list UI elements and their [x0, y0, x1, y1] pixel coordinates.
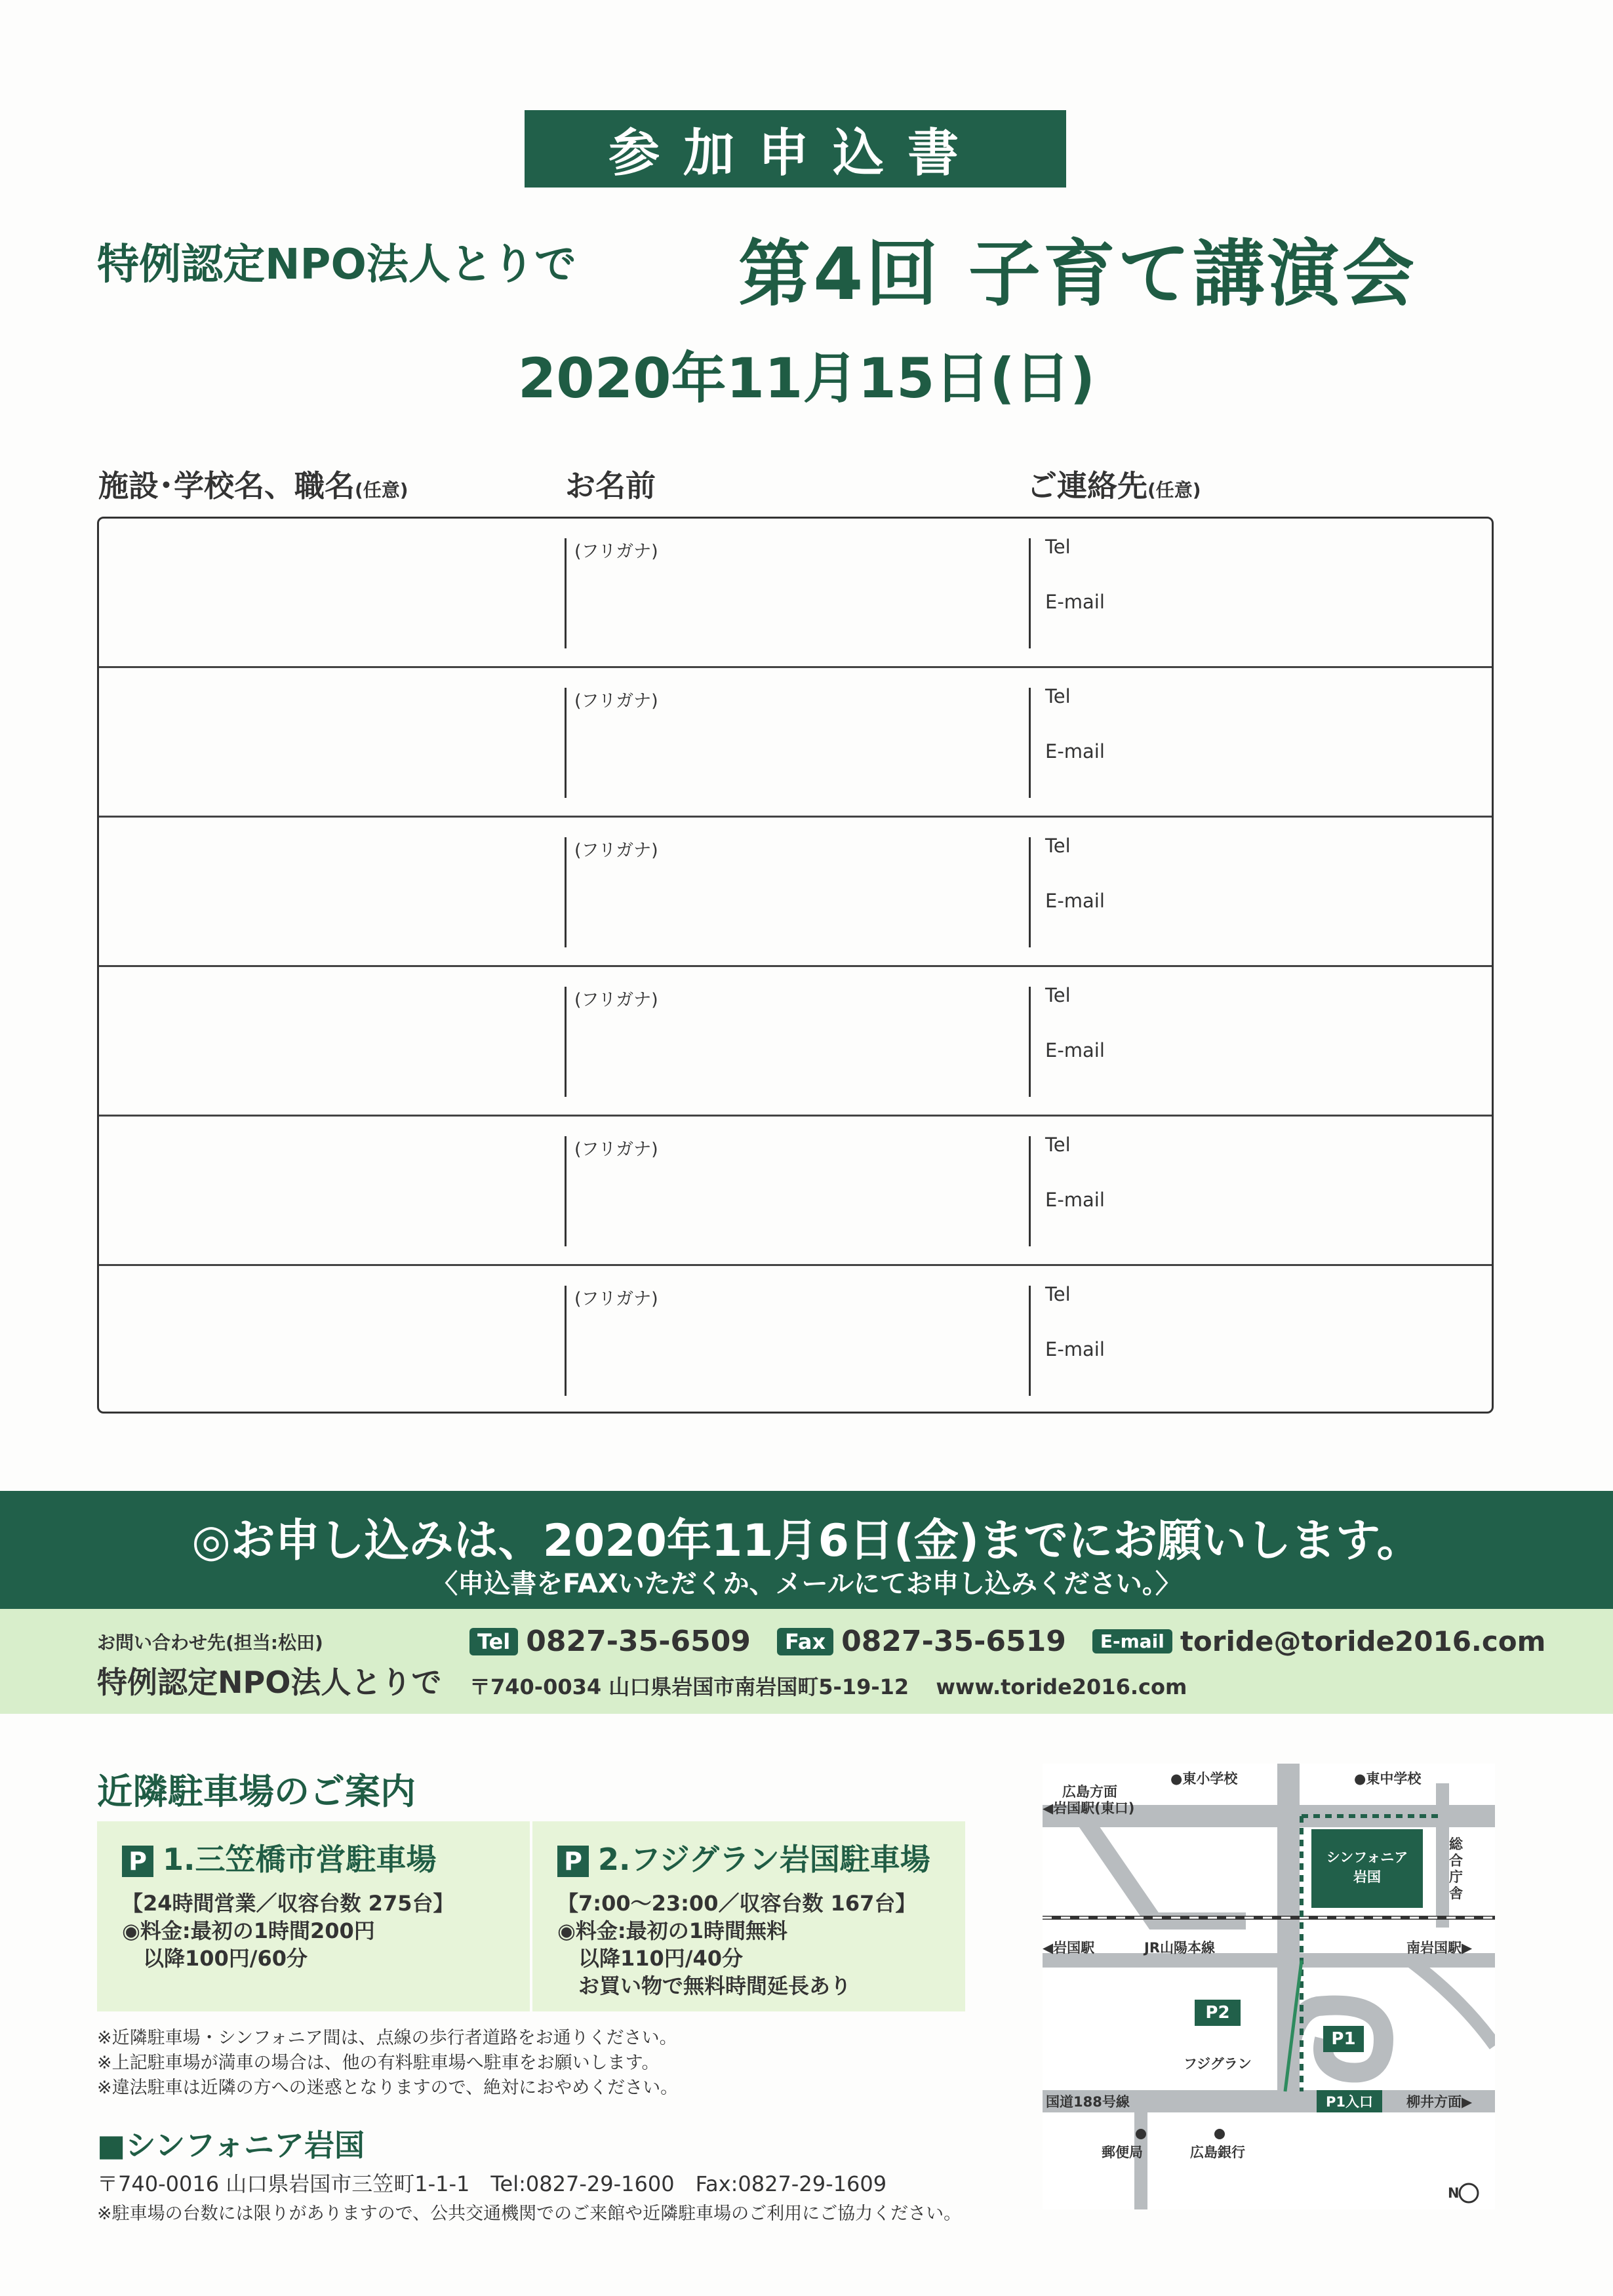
map-label-gov-2: 合: [1449, 1853, 1463, 1869]
map-label-post-office: 郵便局: [1102, 2145, 1143, 2160]
form-row[interactable]: [99, 668, 1492, 818]
column-divider: [1029, 1286, 1031, 1396]
column-divider: [1029, 987, 1031, 1097]
parking-hours: 【7:00〜23:00／収容台数 167台】: [557, 1891, 917, 1916]
tel-label: Tel: [1045, 1283, 1071, 1305]
parking-fee: ◉料金:最初の1時間200円: [122, 1918, 375, 1943]
application-form-table: [97, 517, 1494, 1414]
tel-label: Tel: [1045, 984, 1071, 1006]
email-tag: E-mail: [1092, 1629, 1172, 1653]
map-label-hiroshima: 広島方面: [1062, 1784, 1117, 1800]
event-date: 2020年11月15日(日): [517, 346, 1096, 410]
venue-note: ※駐車場の台数には限りがありますので、公共交通機関でのご来館や近隣駐車場のご利用にご協力ください。: [97, 2204, 962, 2224]
parking-lot-1: [97, 1821, 530, 2011]
column-divider: [1029, 688, 1031, 798]
tel-label: Tel: [1045, 536, 1071, 558]
email-label: E-mail: [1045, 591, 1105, 613]
inquiry-label: お問い合わせ先(担当:松田): [97, 1632, 323, 1653]
form-row[interactable]: [99, 1117, 1492, 1266]
map-label-iwakuni-station: ◀岩国駅: [1043, 1940, 1095, 1956]
email-label: E-mail: [1045, 1189, 1105, 1211]
map-label-minami-iwakuni: 南岩国駅▶: [1406, 1940, 1473, 1956]
contact-tel[interactable]: 0827-35-6509: [526, 1625, 751, 1658]
map-label-route188: 国道188号線: [1046, 2094, 1130, 2110]
column-header-contact: ご連絡先(任意): [1027, 468, 1201, 504]
map-label-p1-entrance: P1入口: [1325, 2094, 1374, 2110]
parking-lot-2: [532, 1821, 965, 2011]
map-p1-marker: P1: [1331, 2029, 1356, 2049]
furigana-label: (フリガナ): [574, 1289, 658, 1309]
deadline-subtext: 〈申込書をFAXいただくか、メールにてお申し込みください。〉: [431, 1569, 1182, 1599]
map-label-gov-4: 舎: [1449, 1886, 1463, 1901]
contact-website[interactable]: www.toride2016.com: [936, 1674, 1187, 1699]
parking-note: ※違法駐車は近隣の方への迷惑となりますので、絶対におやめください。: [97, 2078, 679, 2098]
venue-name: ■シンフォニア岩国: [97, 2128, 365, 2163]
contact-banner: [0, 1609, 1613, 1714]
parking-note: ※近隣駐車場・シンフォニア間は、点線の歩行者道路をお通りください。: [97, 2028, 677, 2048]
email-label: E-mail: [1045, 740, 1105, 762]
form-title-banner: [525, 110, 1066, 188]
furigana-label: (フリガナ): [574, 542, 658, 562]
form-row[interactable]: [99, 519, 1492, 668]
tel-label: Tel: [1045, 685, 1071, 707]
email-label: E-mail: [1045, 1338, 1105, 1360]
contact-fax[interactable]: 0827-35-6519: [841, 1625, 1066, 1658]
tel-label: Tel: [1045, 1134, 1071, 1156]
form-row[interactable]: [99, 818, 1492, 967]
map-venue-label: シンフォニア: [1326, 1850, 1408, 1865]
column-divider: [1029, 538, 1031, 648]
map-label-gov-3: 庁: [1449, 1869, 1463, 1885]
contact-address-line: [469, 1671, 1187, 1701]
organizer-name: 特例認定NPO法人とりで: [97, 241, 576, 289]
form-row[interactable]: [99, 1266, 1492, 1415]
parking-icon: P: [557, 1846, 589, 1877]
map-venue-label-2: 岩国: [1353, 1869, 1381, 1885]
parking-heading: 近隣駐車場のご案内: [97, 1771, 416, 1812]
access-map: [1043, 1764, 1495, 2209]
map-label-hiroshima-bank: 広島銀行: [1190, 2145, 1245, 2160]
column-header-facility: 施設･学校名、職名(任意): [98, 468, 408, 504]
map-label-gov-1: 総: [1449, 1836, 1463, 1852]
tel-tag: Tel: [469, 1628, 518, 1655]
map-label-fujigran: フジグラン: [1184, 2056, 1252, 2072]
furigana-label: (フリガナ): [574, 990, 658, 1010]
column-divider: [1029, 1136, 1031, 1246]
deadline-text: ◎お申し込みは、2020年11月6日(金)までにお願いします。: [191, 1515, 1422, 1567]
parking-fee: ◉料金:最初の1時間無料: [557, 1918, 787, 1943]
column-divider: [565, 538, 567, 648]
parking-lot-name: 1.三笠橋市営駐車場: [163, 1842, 437, 1877]
venue-address: 〒740-0016 山口県岩国市三笠町1-1-1 Tel:0827-29-1600 Fax:0827-29-1609: [97, 2171, 887, 2196]
email-label: E-mail: [1045, 890, 1105, 912]
parking-hours: 【24時間営業／収容台数 275台】: [122, 1891, 454, 1916]
column-divider: [565, 1286, 567, 1396]
parking-lot-name: 2.フジグラン岩国駐車場: [598, 1842, 930, 1877]
column-divider: [565, 987, 567, 1097]
contact-email[interactable]: toride@toride2016.com: [1180, 1625, 1546, 1657]
contact-numbers: [469, 1625, 1545, 1658]
map-label-iwakuni-east: ◀岩国駅(東口): [1043, 1800, 1135, 1816]
map-p2-marker: P2: [1205, 2003, 1230, 2023]
parking-fee-extra: 以降100円/60分: [143, 1946, 308, 1971]
furigana-label: (フリガナ): [574, 1139, 658, 1160]
parking-extra-note: お買い物で無料時間延長あり: [578, 1973, 852, 1998]
tel-label: Tel: [1045, 835, 1071, 857]
map-label-yanai: 柳井方面▶: [1406, 2094, 1473, 2110]
furigana-label: (フリガナ): [574, 841, 658, 861]
map-label-east-middle: ●東中学校: [1354, 1771, 1422, 1787]
contact-org-name: 特例認定NPO法人とりで: [97, 1665, 442, 1700]
column-divider: [565, 1136, 567, 1246]
parking-fee-extra: 以降110円/40分: [578, 1946, 744, 1971]
contact-address: 〒740-0034 山口県岩国市南岩国町5-19-12: [469, 1674, 909, 1699]
parking-note: ※上記駐車場が満車の場合は、他の有料駐車場へ駐車をお願いします。: [97, 2053, 660, 2073]
furigana-label: (フリガナ): [574, 691, 658, 711]
email-label: E-mail: [1045, 1039, 1105, 1061]
parking-icon: P: [122, 1846, 153, 1877]
map-label-jr-line: JR山陽本線: [1144, 1940, 1215, 1956]
map-north-indicator: N: [1448, 2185, 1460, 2201]
deadline-banner: [0, 1491, 1613, 1609]
fax-tag: Fax: [777, 1628, 833, 1655]
column-divider: [565, 688, 567, 798]
map-label-east-elementary: ●東小学校: [1170, 1771, 1238, 1787]
column-header-name: お名前: [565, 468, 656, 504]
event-title: 第4回 子育て講演会: [738, 232, 1417, 316]
form-row[interactable]: [99, 967, 1492, 1117]
form-title: 参加申込書: [608, 124, 982, 183]
column-divider: [1029, 837, 1031, 947]
column-divider: [565, 837, 567, 947]
